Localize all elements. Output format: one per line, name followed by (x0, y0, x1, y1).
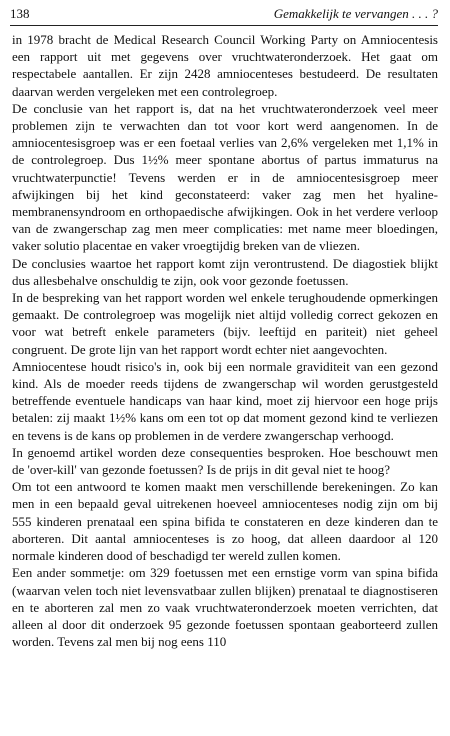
header-rule (10, 25, 438, 26)
paragraph: In genoemd artikel worden deze consequenties besproken. Hoe beschouwt men de 'over-kill' van gezonde foetussen? Is de prijs in dit geval niet te hoog? (12, 444, 438, 478)
running-head: Gemakkelijk te vervangen . . . ? (273, 6, 438, 21)
paragraph: in 1978 bracht de Medical Research Council Working Party on Amniocentesis een rapport uit met gegevens over vruchtwateronderzoek. Het gaat om respectabele aantallen. Er zijn 2428 amniocenteses bestudeerd. De resultaten daarvan werden vergeleken met een controlegroep. (12, 32, 438, 99)
paragraph: In de bespreking van het rapport worden wel enkele terughoudende opmerkingen gemaakt. De controlegroep was mogelijk niet altijd volledig correct gekozen en voor wat betreft enkele parameters (bijv. leeftijd en pariteit) niet geheel congruent. De grote lijn van het rapport wordt echter niet aangevochten. (12, 290, 438, 357)
paragraph: Een ander sommetje: om 329 foetussen met een ernstige vorm van spina bifida (waarvan velen toch niet levensvatbaar zullen blijken) prenataal te diagnostiseren en te aborteren zal men zo vaak vruchtwateronderzoek moeten verrichten, dat alleen al door dit onderzoek 95 gezonde foetussen spontaan geaborteerd zullen worden. Tevens zal men bij nog eens 110 (12, 565, 438, 650)
paragraph: De conclusies waartoe het rapport komt zijn verontrustend. De diagostiek blijkt dus allesbehalve onschuldig te zijn, ook voor gezonde foetussen. (12, 255, 438, 288)
paragraph: De conclusie van het rapport is, dat na het vruchtwateronderzoek veel meer problemen zijn te verwachten dan tot voor kort werd aangenomen. In de amniocentesisgroep was er een foetaal verlies van 2,6% vergeleken met 1,1% in de controlegroep. Dus 1½% meer spontane abortus of partus immaturus na vruchtwaterpunctie! Tevens werden er in de amniocentesisgroep meer afwijkingen bij het kind geconstateerd: vaker zag men het hyaline-membranensyndroom en orthopaedische afwijkingen. Ook in het verdere verloop van de zwangerschap zag men meer complicaties: met name meer bloedingen, vaker solutio placentae en vaker vroegtijdig breken van de vliezen. (12, 100, 438, 254)
paragraph: Amniocentese houdt risico's in, ook bij een normale graviditeit van een gezond kind. Als de moeder reeds tijdens de zwangerschap wil worden gerustgesteld betreffende eventuele handicaps van haar kind, moet zij hiervoor een hoge prijs betalen: zij maakt 1½% kans om een tot op dat moment gezond kind te verliezen en tevens is de kans op problemen in de verdere zwangerschap verhoogd. (12, 358, 438, 443)
body-text (12, 31, 438, 650)
page-header (10, 6, 438, 24)
paragraph: Om tot een antwoord te komen maakt men verschillende berekeningen. Zo kan men in een bepaald geval uitrekenen hoeveel amniocenteses nodig zijn om bij 555 kinderen prenataal een spina bifida te constateren en deze kinderen dan te aborteren. Dit aantal amniocenteses is zo hoog, dat alleen daardoor al 120 normale kinderen dood of beschadigd ter wereld zullen komen. (12, 479, 438, 564)
page-number: 138 (10, 6, 30, 21)
